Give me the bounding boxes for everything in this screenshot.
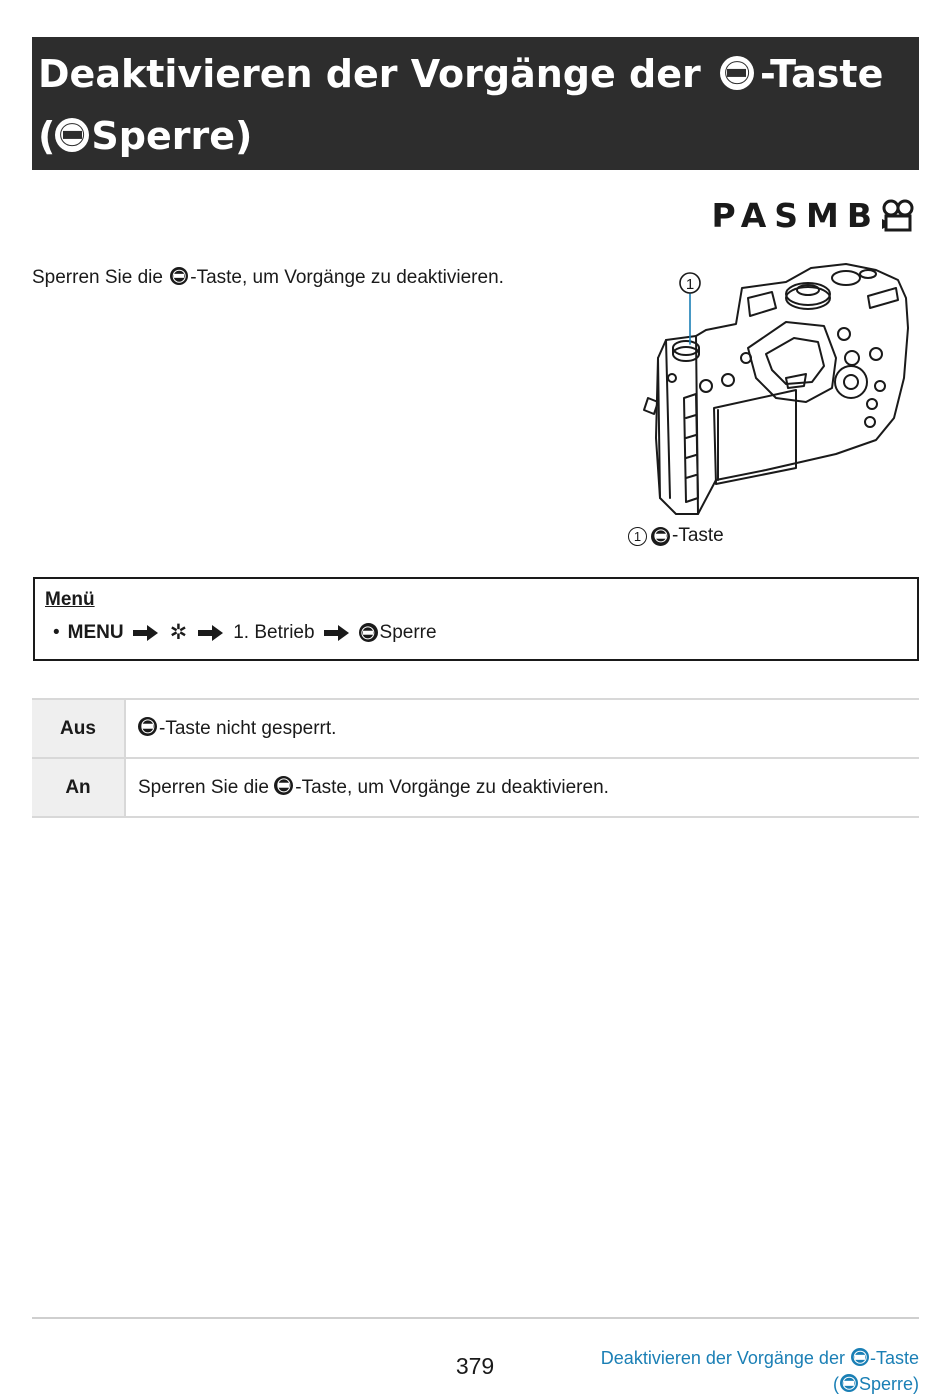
lock-button-icon <box>138 717 157 736</box>
footer-divider <box>32 1317 919 1319</box>
camera-buttons <box>668 328 885 427</box>
menu-path <box>53 620 437 645</box>
gear-icon: ✲ <box>169 621 188 644</box>
lock-button-icon <box>359 623 378 642</box>
lock-button-icon <box>840 1374 858 1392</box>
page-title <box>32 37 919 170</box>
menu-item: Sperre <box>379 621 437 643</box>
arrow-right-icon <box>324 624 350 642</box>
lock-button-icon <box>170 267 188 285</box>
top-dials <box>748 270 898 316</box>
camera-caption: 1 -Taste <box>628 523 724 549</box>
footer-link-line-1: Deaktivieren der Vorgänge der -Taste <box>600 1348 919 1368</box>
movie-camera-icon <box>880 199 916 233</box>
lock-button-icon <box>55 118 89 152</box>
menu-heading: Menü <box>45 589 95 610</box>
option-description: Sperren Sie die -Taste, um Vorgänge zu deaktivieren. <box>125 758 919 817</box>
table-row <box>32 699 919 758</box>
arrow-right-icon <box>198 624 224 642</box>
table-row <box>32 758 919 817</box>
footer-section-link[interactable] <box>601 1345 919 1397</box>
lock-button-icon <box>720 56 754 90</box>
option-description: -Taste nicht gesperrt. <box>125 699 919 758</box>
bullet: • <box>53 621 60 643</box>
option-key: Aus <box>32 699 125 758</box>
page-number: 379 <box>455 1353 495 1379</box>
camera-illustration <box>636 258 918 520</box>
title-line-1: Deaktivieren der Vorgänge der -Taste <box>38 52 884 96</box>
camera-screen <box>714 390 796 484</box>
title-line-2: ( Sperre) <box>38 114 253 158</box>
arrow-right-icon <box>133 624 159 642</box>
option-key: An <box>32 758 125 817</box>
callout-number: 1 <box>685 276 695 293</box>
lock-button-icon <box>274 776 293 795</box>
menu-section: 1. Betrieb <box>233 621 315 643</box>
camera-hinge <box>684 394 698 502</box>
menu-box <box>33 577 919 661</box>
intro-text: Sperren Sie die -Taste, um Vorgänge zu deaktivieren. <box>32 267 504 288</box>
options-table <box>32 698 919 818</box>
shooting-modes <box>712 196 916 235</box>
mode-letters: PASMB <box>711 196 880 235</box>
lock-button-icon <box>851 1348 869 1366</box>
footer-link-line-2: ( Sperre) <box>832 1374 919 1394</box>
lock-button-on-camera <box>673 341 699 361</box>
lock-button-icon <box>651 527 670 546</box>
menu-path-start: MENU <box>67 621 124 643</box>
caption-number: 1 <box>628 527 647 546</box>
